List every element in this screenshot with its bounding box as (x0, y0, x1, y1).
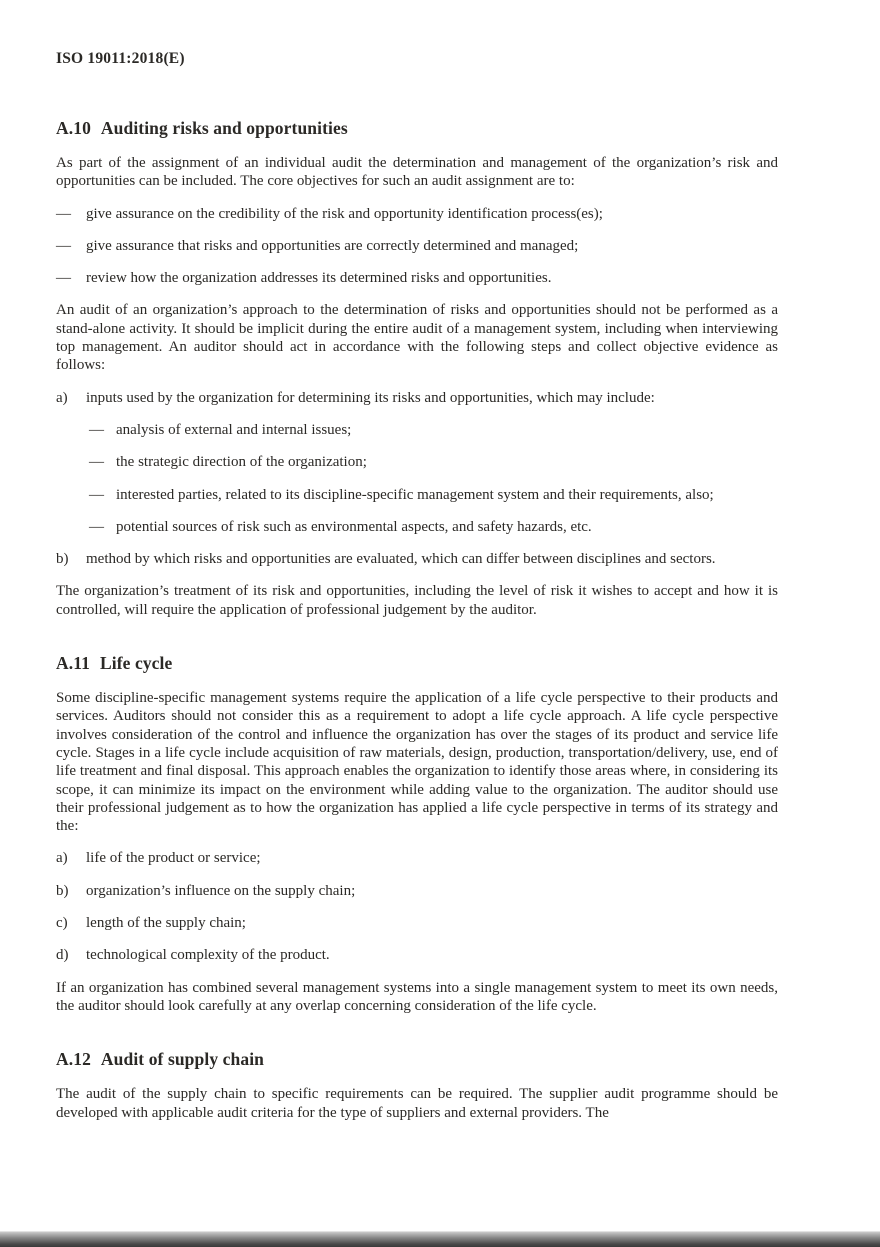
list-item-text: technological complexity of the product. (86, 947, 330, 964)
list-item (56, 849, 778, 867)
list-item-text: method by which risks and opportunities are evaluated, which can differ between disciplines and sectors. (86, 551, 716, 568)
section-a10-number: A.10 (56, 118, 91, 138)
sub-list (56, 421, 778, 536)
list-item-text: interested parties, related to its discipline-specific management system and their requirements, also; (116, 486, 714, 503)
section-a11-heading (56, 653, 778, 674)
section-a11-title: Life cycle (99, 653, 173, 674)
dash-marker: — (89, 486, 104, 503)
list-item (56, 205, 778, 223)
page-edge-shadow (0, 1231, 880, 1247)
list-item (56, 946, 778, 964)
list-item-text: give assurance on the credibility of the risk and opportunity identification process(es); (86, 205, 603, 222)
section-a12-number: A.12 (56, 1049, 91, 1070)
paragraph: The organization’s treatment of its risk and opportunities, including the level of risk it wishes to accept and how it is controlled, will require the application of professional judgement by the auditor. (56, 583, 778, 618)
section-a12-title: Audit of supply chain (100, 1049, 264, 1070)
paragraph: If an organization has combined several management systems into a single management system to meet its own needs, the auditor should look carefully at any overlap concerning consideration of the life cycle. (56, 979, 778, 1014)
paragraph: The audit of the supply chain to specific requirements can be required. The supplier audit programme should be developed with applicable audit criteria for the type of suppliers and external providers. The (56, 1086, 778, 1121)
paragraph: An audit of an organization’s approach to the determination of risks and opportunities should not be performed as a stand-alone activity. It should be implicit during the entire audit of a management system, including when interviewing top management. An auditor should act in accordance with the following steps and collect objective evidence as follows: (56, 302, 778, 374)
section-a10-title: Auditing risks and opportunities (100, 118, 348, 138)
dash-marker: — (56, 205, 71, 222)
list-item-text: inputs used by the organization for determining its risks and opportunities, which may include: (86, 389, 655, 406)
dash-marker: — (89, 518, 104, 535)
section-a12 (56, 1049, 778, 1122)
letter-marker: d) (56, 947, 69, 964)
list-item (56, 269, 778, 287)
list-item-text: potential sources of risk such as environmental aspects, and safety hazards, etc. (116, 518, 592, 535)
list-item (56, 914, 778, 932)
list-item (56, 550, 778, 568)
letter-marker: b) (56, 882, 69, 899)
list-item-text: the strategic direction of the organization; (116, 454, 367, 471)
dash-marker: — (89, 454, 104, 471)
section-a12-heading (56, 1049, 778, 1070)
letter-marker: b) (56, 551, 69, 568)
list-item-text: organization’s influence on the supply chain; (86, 882, 356, 899)
letter-marker: c) (56, 915, 68, 932)
list-item-text: review how the organization addresses its determined risks and opportunities. (86, 270, 552, 287)
list-item-text: analysis of external and internal issues; (116, 421, 352, 438)
paragraph: As part of the assignment of an individual audit the determination and management of the organization’s risk and opportunities can be included. The core objectives for such an audit assignment are to: (56, 155, 778, 190)
section-a10-heading (56, 118, 778, 139)
dash-marker: — (89, 421, 104, 438)
paragraph: Some discipline-specific management systems require the application of a life cycle perspective to their products and services. Auditors should not consider this as a requirement to adopt a life cycle approach. A life cycle perspective involves consideration of the control and influence the organization has over the stages of its product and service life cycle. Stages in a life cycle include acquisition of raw materials, design, production, transportation/delivery, use, end of life treatment and final disposal. This approach enables the organization to identify those areas where, in considering its scope, it can minimize its impact on the environment while adding value to the organization. The auditor should use their professional judgement as to how the organization has applied a life cycle perspective in terms of its strategy and the: (56, 690, 778, 835)
letter-marker: a) (56, 850, 68, 867)
list-item-text: length of the supply chain; (86, 915, 246, 932)
list-item (89, 518, 778, 536)
list-item (56, 882, 778, 900)
document-header: ISO 19011:2018(E) (56, 50, 185, 67)
list-item-text: life of the product or service; (86, 850, 261, 867)
list-item-text: give assurance that risks and opportunities are correctly determined and managed; (86, 237, 579, 254)
section-a11 (56, 653, 778, 1015)
section-a10 (56, 118, 778, 619)
list-item (89, 421, 778, 439)
list-item (56, 389, 778, 407)
list-item (56, 237, 778, 255)
list-item (89, 453, 778, 471)
list-item (89, 486, 778, 504)
section-a11-number: A.11 (56, 653, 90, 674)
letter-marker: a) (56, 389, 68, 406)
dash-marker: — (56, 237, 71, 254)
dash-marker: — (56, 270, 71, 287)
